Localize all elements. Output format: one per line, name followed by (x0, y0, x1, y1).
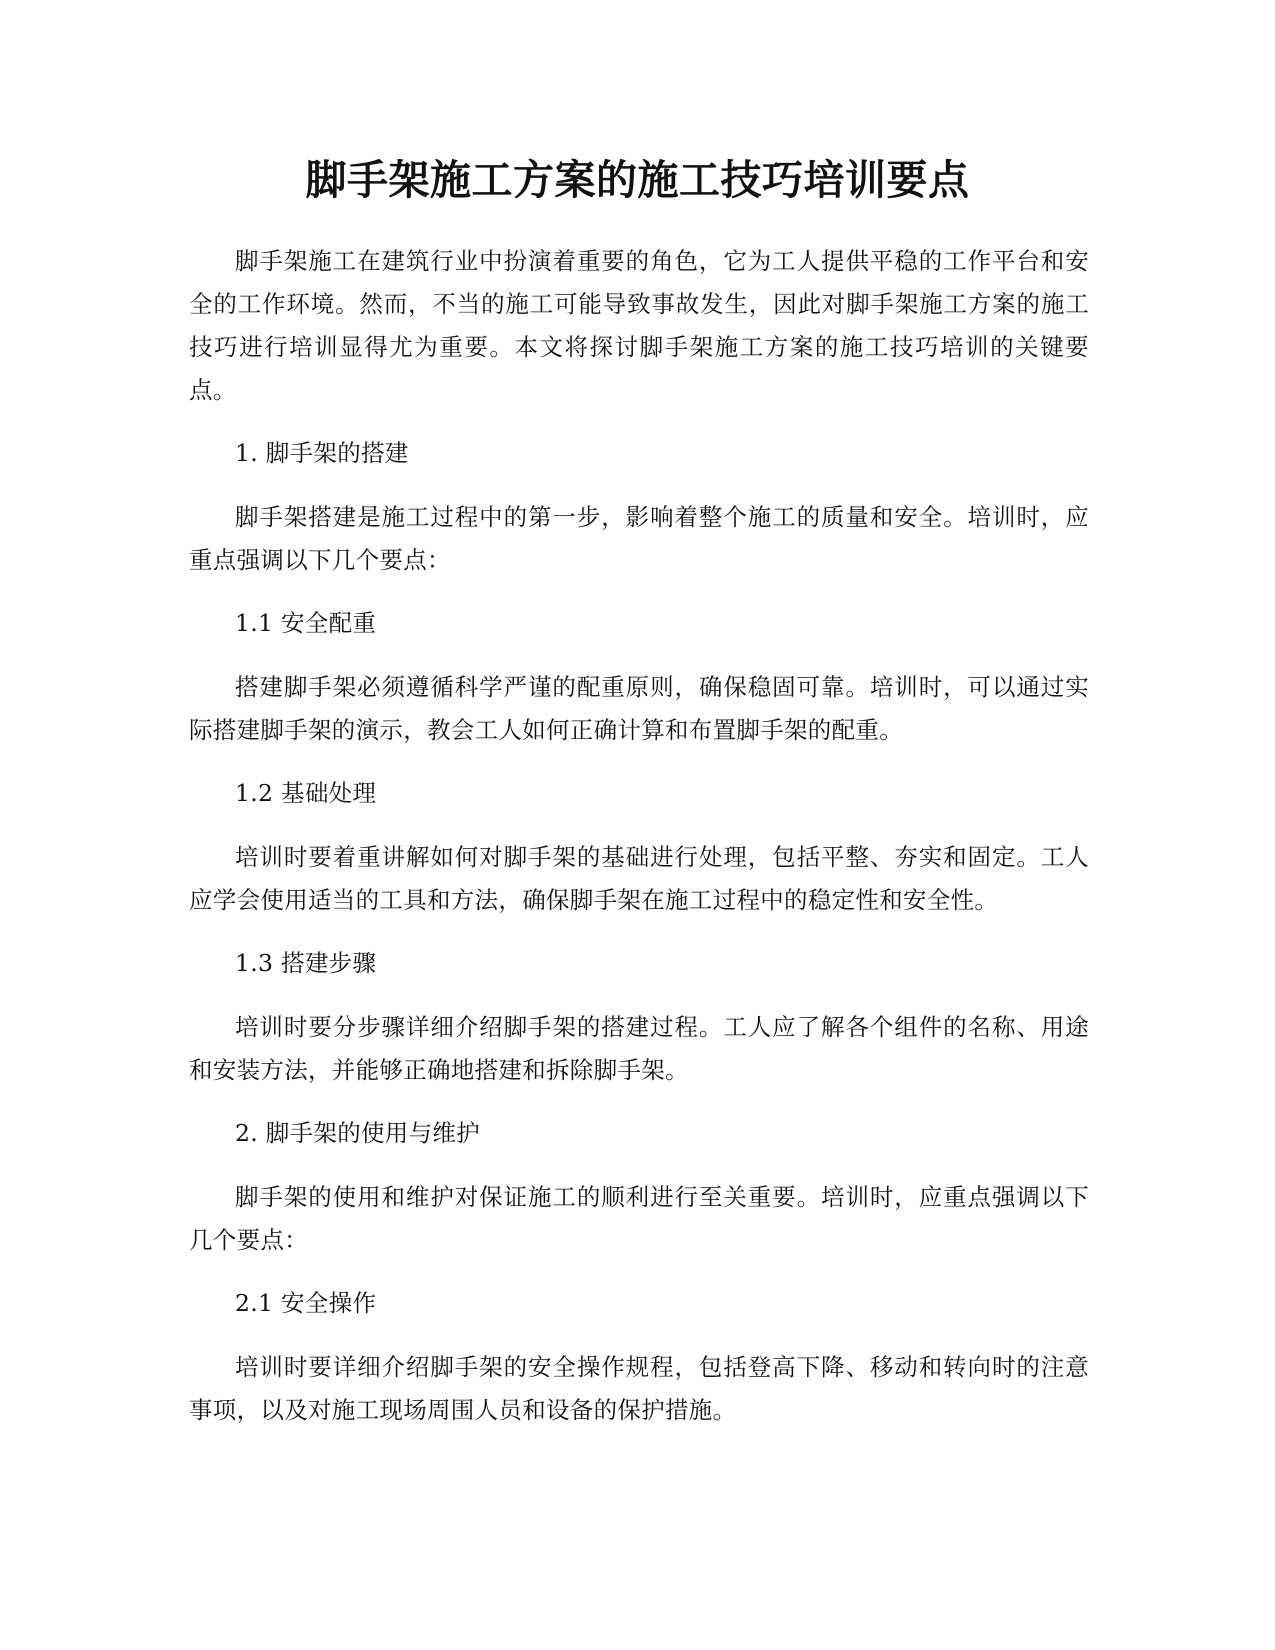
section-heading-1-3: 1.3 搭建步骤 (235, 949, 377, 977)
section-heading-1: 1. 脚手架的搭建 (235, 439, 409, 467)
section-paragraph-1-1: 搭建脚手架必须遵循科学严谨的配重原则，确保稳固可靠。培训时，可以通过实际搭建脚手架的演示，教会工人如何正确计算和布置脚手架的配重。 (189, 673, 1089, 744)
section-paragraph-1-3: 培训时要分步骤详细介绍脚手架的搭建过程。工人应了解各个组件的名称、用途和安装方法，并能够正确地搭建和拆除脚手架。 (189, 1013, 1089, 1084)
intro-paragraph: 脚手架施工在建筑行业中扮演着重要的角色，它为工人提供平稳的工作平台和安全的工作环境。然而，不当的施工可能导致事故发生，因此对脚手架施工方案的施工技巧进行培训显得尤为重要。本文将探讨脚手架施工方案的施工技巧培训的关键要点。 (189, 247, 1089, 404)
section-heading-2-1: 2.1 安全操作 (235, 1289, 377, 1317)
section-paragraph-1: 脚手架搭建是施工过程中的第一步，影响着整个施工的质量和安全。培训时，应重点强调以下几个要点： (189, 503, 1089, 574)
section-heading-1-2: 1.2 基础处理 (235, 779, 377, 807)
section-paragraph-1-2: 培训时要着重讲解如何对脚手架的基础进行处理，包括平整、夯实和固定。工人应学会使用适当的工具和方法，确保脚手架在施工过程中的稳定性和安全性。 (189, 843, 1089, 914)
section-paragraph-2: 脚手架的使用和维护对保证施工的顺利进行至关重要。培训时，应重点强调以下几个要点： (189, 1183, 1089, 1254)
section-heading-2: 2. 脚手架的使用与维护 (235, 1119, 480, 1147)
document-title: 脚手架施工方案的施工技巧培训要点 (305, 156, 970, 204)
section-paragraph-2-1: 培训时要详细介绍脚手架的安全操作规程，包括登高下降、移动和转向时的注意事项，以及对施工现场周围人员和设备的保护措施。 (189, 1353, 1089, 1424)
document-body (189, 240, 1089, 1452)
section-heading-1-1: 1.1 安全配重 (235, 609, 377, 637)
